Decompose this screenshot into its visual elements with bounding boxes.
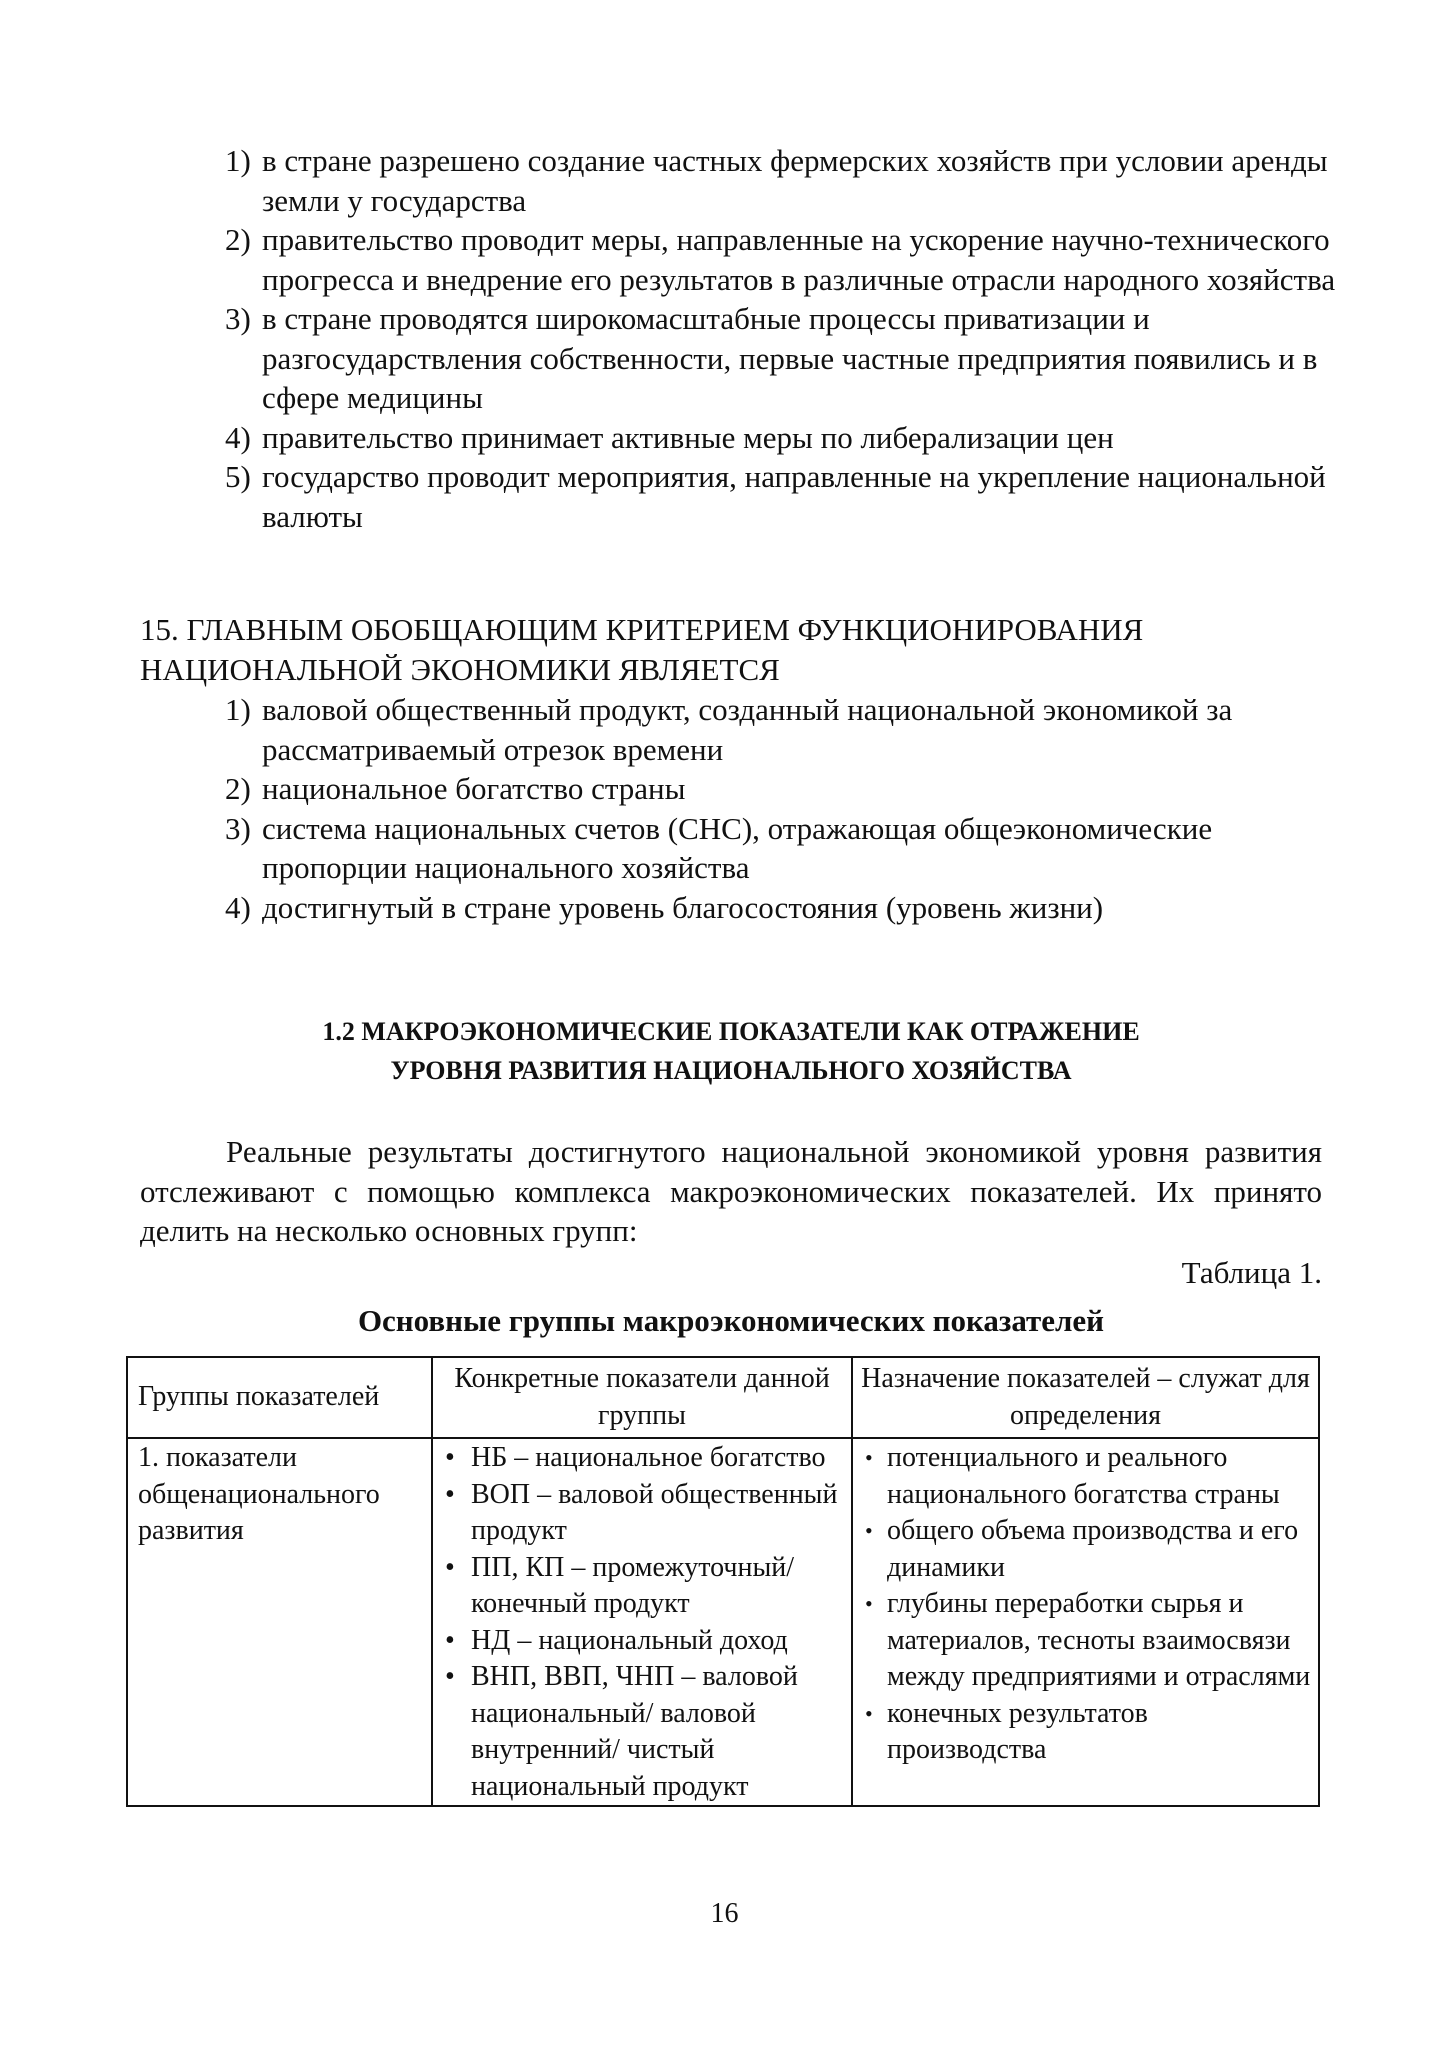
list-item — [433, 1440, 847, 1477]
indicator-list — [433, 1440, 847, 1805]
bullet-icon: • — [865, 1445, 873, 1470]
intro-paragraph: Реальные результаты достигнутого национальной экономикой уровня развития отслеживают с помощью комплекса макроэкономических показателей. Их принято делить на несколько основных групп: — [140, 1134, 1322, 1248]
option-text: национальное богатство страны — [262, 771, 686, 806]
bullet-icon: • — [865, 1591, 873, 1616]
list-item-text: ПП, КП – промежуточный/ конечный продукт — [471, 1551, 795, 1619]
list-item-text: НБ – национальное богатство — [471, 1442, 826, 1473]
list-item — [433, 1477, 847, 1550]
list-item — [853, 1440, 1314, 1513]
option-text: правительство принимает активные меры по либерализации цен — [262, 419, 1114, 455]
bullet-icon: • — [445, 1478, 455, 1510]
option-number: 4) — [225, 889, 251, 925]
column-header: Назначение показателей – служат для определения — [852, 1357, 1319, 1438]
bullet-icon: • — [865, 1700, 873, 1726]
option-item — [225, 690, 1345, 769]
list-item-text: общего объема производства и его динамики — [887, 1515, 1299, 1583]
bullet-icon: • — [445, 1442, 455, 1473]
option-item — [225, 888, 1345, 928]
list-item-text: конечных результатов производства — [887, 1697, 1148, 1765]
table-cell-group: 1. показатели общенационального развития — [127, 1438, 432, 1806]
bullet-icon: • — [445, 1661, 455, 1692]
option-text: валовой общественный продукт, созданный национальной экономикой за рассматриваемый отрезок времени — [262, 692, 1233, 767]
list-item-text: НД – национальный доход — [471, 1624, 788, 1656]
option-number: 2) — [225, 771, 251, 806]
column-header: Группы показателей — [127, 1357, 432, 1438]
section-heading-line: 1.2 МАКРОЭКОНОМИЧЕСКИЕ ПОКАЗАТЕЛИ КАК ОТРАЖЕНИЕ — [322, 1017, 1140, 1046]
option-text: правительство проводит меры, направленные на ускорение научно-технического прогресса и внедрение его результатов в различные отрасли народного хозяйства — [262, 222, 1336, 297]
option-item — [225, 220, 1345, 299]
option-number: 1) — [225, 143, 251, 178]
list-item — [433, 1623, 847, 1660]
list-item-text: ВОП – валовой общественный продукт — [471, 1478, 838, 1546]
bullet-icon: • — [445, 1551, 455, 1583]
section-heading — [140, 1012, 1322, 1090]
bullet-icon: • — [445, 1624, 455, 1656]
table-header-row — [127, 1357, 1319, 1438]
table-cell-indicators — [432, 1438, 852, 1806]
list-item-text: ВНП, ВВП, ЧНП – валовой национальный/ валовой внутренний/ чистый национальный продукт — [471, 1661, 798, 1802]
option-number: 1) — [225, 692, 251, 727]
purpose-list — [853, 1440, 1314, 1769]
option-number: 4) — [225, 419, 251, 455]
option-text: в стране проводятся широкомасштабные процессы приватизации и разгосударствления собственности, первые частные предприятия появились и в сфере медицины — [262, 301, 1318, 415]
list-item-text: глубины переработки сырья и материалов, тесноты взаимосвязи между предприятиями и отраслями — [887, 1588, 1311, 1692]
list-item — [433, 1550, 847, 1623]
table-row — [127, 1438, 1319, 1806]
list-item — [853, 1513, 1314, 1586]
option-number: 2) — [225, 222, 251, 257]
page-number: 16 — [710, 1898, 739, 1929]
option-text: достигнутый в стране уровень благосостояния (уровень жизни) — [262, 889, 1104, 925]
bullet-icon: • — [865, 1518, 873, 1543]
table-title: Основные группы макроэкономических показателей — [357, 1303, 1105, 1338]
option-number: 3) — [225, 810, 251, 846]
option-text: в стране разрешено создание частных фермерских хозяйств при условии аренды земли у государства — [262, 143, 1328, 218]
list-item — [853, 1586, 1314, 1696]
list-item-text: потенциального и реального национального богатства страны — [887, 1442, 1280, 1510]
list-item — [433, 1659, 847, 1805]
option-item — [225, 457, 1345, 536]
list-item — [853, 1696, 1314, 1769]
option-item — [225, 769, 1345, 809]
option-number: 5) — [225, 459, 251, 494]
option-item — [225, 418, 1345, 458]
question-15-options — [225, 690, 1345, 927]
option-item — [225, 299, 1345, 418]
indicators-table — [126, 1356, 1320, 1807]
option-text: система национальных счетов (СНС), отражающая общеэкономические пропорции национального хозяйства — [262, 810, 1213, 885]
question-14-options — [225, 141, 1345, 536]
column-header: Конкретные показатели данной группы — [432, 1357, 852, 1438]
section-heading-line: УРОВНЯ РАЗВИТИЯ НАЦИОНАЛЬНОГО ХОЗЯЙСТВА — [390, 1056, 1072, 1085]
option-item — [225, 141, 1345, 220]
option-text: государство проводит мероприятия, направленные на укрепление национальной валюты — [262, 459, 1326, 534]
option-number: 3) — [225, 301, 251, 336]
option-item — [225, 809, 1345, 888]
table-label: Таблица 1. — [1181, 1255, 1322, 1290]
question-15-text: 15. ГЛАВНЫМ ОБОБЩАЮЩИМ КРИТЕРИЕМ ФУНКЦИОНИРОВАНИЯ НАЦИОНАЛЬНОЙ ЭКОНОМИКИ ЯВЛЯЕТСЯ — [140, 612, 1144, 687]
table-cell-purposes — [852, 1438, 1319, 1806]
